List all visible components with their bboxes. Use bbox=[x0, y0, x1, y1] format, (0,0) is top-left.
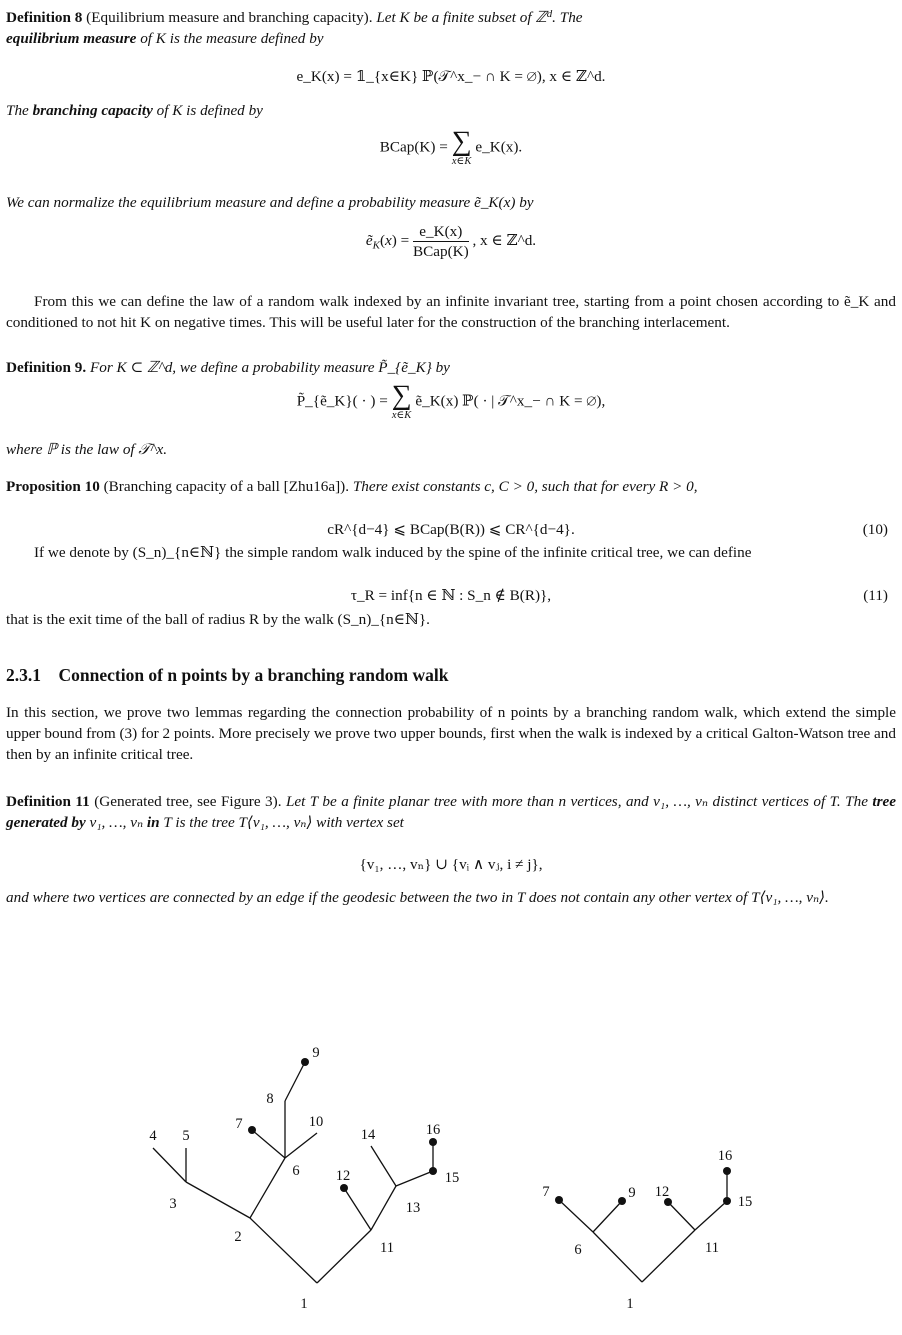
definition-8-line2: of K is the measure defined by bbox=[140, 29, 324, 47]
definition-9-after: where ℙ is the law of 𝒯^x. bbox=[6, 441, 168, 458]
section-number: 2.3.1 bbox=[6, 665, 41, 685]
paragraph-exit-time: that is the exit time of the ball of radius R by the walk (S_n)_{n∈ℕ}. bbox=[6, 611, 430, 628]
equation-10-number: (10) bbox=[862, 521, 888, 538]
tree-vertex-dot bbox=[429, 1167, 437, 1175]
section-heading bbox=[6, 665, 448, 686]
paragraph-spine-walk: If we denote by (S_n)_{n∈ℕ} the simple random walk induced by the spine of the infinite critical tree, we can define bbox=[34, 544, 752, 561]
tree-vertex-label: 11 bbox=[380, 1240, 394, 1256]
proposition-10-text: There exist constants c, C > 0, such that for every R > 0, bbox=[352, 478, 698, 495]
paragraph-law-random-walk: From this we can define the law of a random walk indexed by an infinite invariant tree, starting from a point chosen according to ẽ_K and conditioned to not hit K on negative times. This will be useful later for the construction of the branching interlacement. bbox=[6, 293, 896, 331]
tree-vertex-label: 7 bbox=[542, 1184, 550, 1200]
tree-edge bbox=[593, 1232, 642, 1282]
tree-vertex-label: 8 bbox=[266, 1091, 274, 1107]
tree-edge bbox=[668, 1202, 695, 1230]
tree-vertex-label: 15 bbox=[444, 1170, 460, 1186]
tree-vertex-dot bbox=[723, 1197, 731, 1205]
generated-tree-figure bbox=[0, 1008, 902, 1335]
tree-vertex-label: 3 bbox=[169, 1196, 177, 1212]
definition-9-heading: Definition 9. bbox=[6, 359, 87, 376]
definition-11-text-a: Let T be a finite planar tree with more than n vertices, and v₁, …, vₙ distinct vertices of T. The bbox=[285, 793, 868, 810]
definition-11-title: (Generated tree, see Figure 3). bbox=[94, 793, 282, 810]
tree-edge bbox=[695, 1201, 727, 1230]
tree-edge bbox=[250, 1218, 317, 1283]
tree-vertex-label: 7 bbox=[235, 1116, 243, 1132]
tree-edge bbox=[371, 1146, 396, 1186]
tree-vertex-label: 12 bbox=[654, 1184, 670, 1200]
tree-edge bbox=[642, 1230, 695, 1282]
tree-edge bbox=[252, 1130, 285, 1158]
tree-vertex-label: 13 bbox=[405, 1200, 421, 1216]
tree-vertex-label: 5 bbox=[182, 1128, 190, 1144]
definition-11-after: and where two vertices are connected by an edge if the geodesic between the two in T does not contain any other vertex of T⟨v₁, …, vₙ⟩. bbox=[6, 889, 829, 906]
tree-vertex-label: 2 bbox=[234, 1229, 242, 1245]
tree-vertex-label: 15 bbox=[737, 1194, 753, 1210]
definition-8-heading: Definition 8 bbox=[6, 8, 83, 26]
tree-generated-term: tree generated by bbox=[6, 793, 897, 831]
tree-edge bbox=[344, 1188, 371, 1230]
tree-vertex-dot bbox=[723, 1167, 731, 1175]
tree-edge bbox=[285, 1133, 317, 1158]
tree-vertex-label: 4 bbox=[149, 1128, 157, 1144]
tree-edge bbox=[396, 1171, 433, 1186]
tree-vertex-dot bbox=[618, 1197, 626, 1205]
proposition-10-heading: Proposition 10 bbox=[6, 478, 100, 495]
left-tree bbox=[149, 1045, 459, 1312]
equation-11: τ_R = inf{n ∈ ℕ : S_n ∉ B(R)}, (11) bbox=[350, 587, 888, 604]
tree-vertex-label: 10 bbox=[308, 1114, 324, 1130]
branching-capacity-term: branching capacity bbox=[32, 102, 153, 119]
definition-8-line1: Let K be a finite subset of ℤ bbox=[376, 8, 547, 26]
tree-edge bbox=[250, 1158, 285, 1218]
tree-edge bbox=[153, 1148, 186, 1182]
tree-vertex-label: 16 bbox=[717, 1148, 733, 1164]
tree-vertex-label: 9 bbox=[312, 1045, 320, 1061]
tree-vertex-dot bbox=[248, 1126, 256, 1134]
tree-edge bbox=[317, 1230, 371, 1283]
tree-edge bbox=[559, 1200, 593, 1232]
proposition-10-title: (Branching capacity of a ball [Zhu16a]). bbox=[103, 478, 350, 495]
paragraph-section-intro: In this section, we prove two lemmas regarding the connection probability of n points by a branching random walk, which extend the simple upper bound from (3) for 2 points. More precisely we prove two upper bounds, first when the walk is indexed by a critical Galton-Watson tree and then by an infinite critical tree. bbox=[6, 704, 896, 763]
proposition-10 bbox=[6, 476, 896, 497]
definition-8-line1-end: . The bbox=[552, 8, 583, 26]
tree-edge bbox=[371, 1186, 396, 1230]
equation-vertex-set: {v₁, …, vₙ} ∪ {vᵢ ∧ vⱼ, i ≠ j}, bbox=[359, 856, 543, 873]
tree-vertex-label: 1 bbox=[300, 1296, 308, 1312]
definition-11-text-b: T is the tree T⟨v₁, …, vₙ⟩ with vertex set bbox=[163, 814, 404, 831]
equation-probability-measure: P̃_{ẽ_K}( · ) = ∑ x∈K ẽ_K(x) ℙ( · | 𝒯^x_− ∩ K = ∅), bbox=[296, 380, 606, 421]
right-tree bbox=[542, 1148, 752, 1312]
tree-vertex-label: 6 bbox=[574, 1242, 582, 1258]
definition-8 bbox=[6, 4, 896, 49]
tree-vertex-label: 14 bbox=[360, 1127, 376, 1143]
definition-8-line1-sup: d bbox=[546, 8, 553, 20]
equation-10: cR^{d−4} ⩽ BCap(B(R)) ⩽ CR^{d−4}. (10) bbox=[327, 521, 888, 538]
tree-vertex-label: 1 bbox=[626, 1296, 634, 1312]
tree-edge bbox=[285, 1062, 305, 1101]
tree-vertex-dot bbox=[301, 1058, 309, 1066]
equation-11-number: (11) bbox=[863, 587, 888, 604]
equation-equilibrium-measure: e_K(x) = 𝟙_{x∈K} ℙ(𝒯^x_− ∩ K = ∅), x ∈ ℤ^d. bbox=[296, 68, 606, 85]
definition-9-text: For K ⊂ ℤ^d, we define a probability measure P̃_{ẽ_K} by bbox=[89, 359, 450, 376]
tree-edge bbox=[593, 1201, 622, 1232]
definition-11: Definition 11 (Generated tree, see Figure 3). Let T be a finite planar tree with more than n vertices, and v₁, …, vₙ distinct vertices of T. The tree generated by v₁, …, vₙ in T is the tree T⟨v₁, …, vₙ⟩ with vertex set bbox=[6, 793, 897, 831]
equation-branching-capacity: BCap(K) = ∑ x∈K e_K(x). bbox=[379, 126, 523, 167]
definition-8-title: (Equilibrium measure and branching capacity). bbox=[86, 8, 373, 26]
tree-vertex-label: 6 bbox=[292, 1163, 300, 1179]
definition-8-branching-line: The branching capacity of K is defined by bbox=[6, 102, 263, 119]
tree-vertex-label: 16 bbox=[425, 1122, 441, 1138]
tree-vertex-dot bbox=[555, 1196, 563, 1204]
tree-vertex-label: 11 bbox=[705, 1240, 719, 1256]
section-title: Connection of n points by a branching random walk bbox=[58, 665, 449, 685]
definition-11-heading: Definition 11 bbox=[6, 793, 90, 810]
tree-vertex-dot bbox=[429, 1138, 437, 1146]
equilibrium-measure-term: equilibrium measure bbox=[6, 29, 137, 47]
tree-vertex-label: 9 bbox=[628, 1185, 636, 1201]
definition-8-normalize-line: We can normalize the equilibrium measure and define a probability measure ẽ_K(x) by bbox=[6, 194, 534, 211]
tree-vertex-dot bbox=[340, 1184, 348, 1192]
equation-normalized-measure: ẽ$_K$(x) = $\frac{e\_K(x)}{\text{BCap(K)}}$ , x ∈ ℤ^d. bbox=[365, 223, 537, 260]
tree-vertex-label: 12 bbox=[335, 1168, 351, 1184]
definition-9 bbox=[6, 357, 450, 378]
tree-edge bbox=[186, 1182, 250, 1218]
